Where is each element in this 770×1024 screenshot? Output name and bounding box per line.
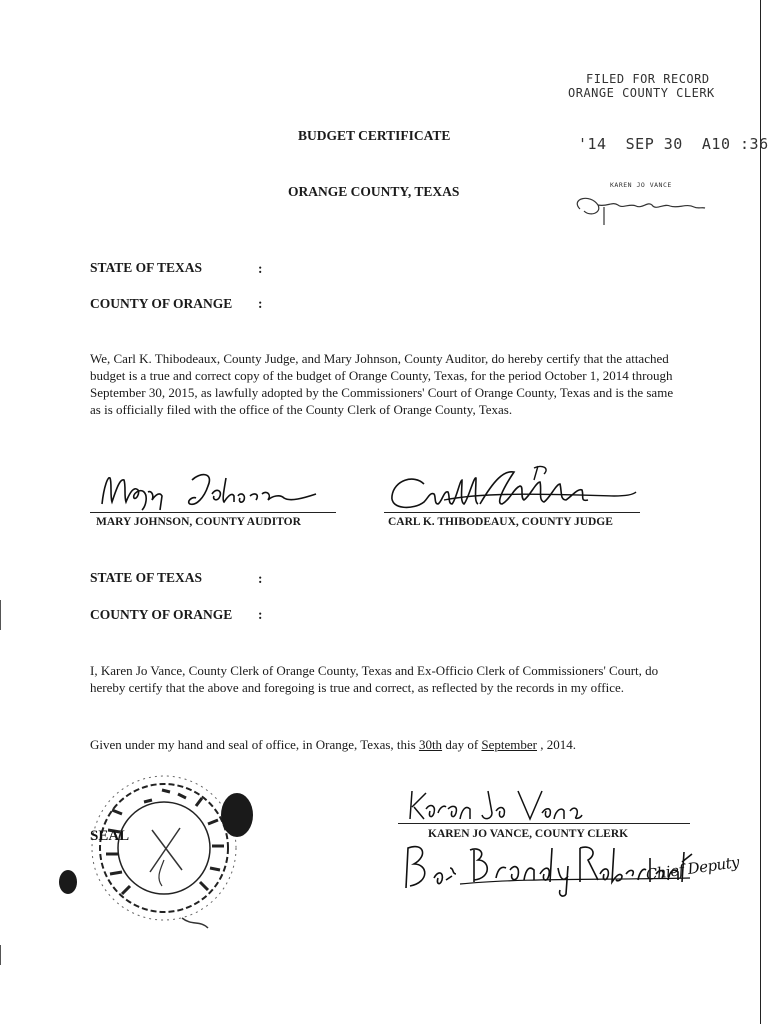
seal-center-label: SEAL (90, 828, 130, 844)
left-margin-mark-2 (0, 945, 1, 965)
state-colon-2: : (258, 571, 263, 586)
given-mid: day of (442, 737, 482, 752)
filing-stamp-signer: KAREN JO VANCE (610, 181, 672, 189)
karen-vance-signature (404, 785, 584, 825)
auditor-name-label: MARY JOHNSON, COUNTY AUDITOR (96, 516, 301, 528)
mary-johnson-signature (96, 466, 326, 516)
county-of-orange-1: COUNTY OF ORANGE (90, 296, 233, 311)
document-title: BUDGET CERTIFICATE (298, 128, 451, 143)
state-of-texas-1: STATE OF TEXAS (90, 260, 203, 275)
certification-paragraph-2: I, Karen Jo Vance, County Clerk of Orange County, Texas and Ex-Officio Clerk of Commissioners' Court, do hereby certify that the above and foregoing is true and correct, as reflected by the records in my office. (90, 663, 659, 695)
clerk-name-label: KAREN JO VANCE, COUNTY CLERK (428, 828, 629, 840)
state-colon-1: : (258, 261, 263, 276)
given-under-hand-line (90, 736, 576, 753)
county-of-orange-2: COUNTY OF ORANGE (90, 607, 233, 622)
filing-stamp-line2: ORANGE COUNTY CLERK (568, 86, 715, 100)
document-subtitle: ORANGE COUNTY, TEXAS (288, 184, 460, 199)
state-of-texas-2: STATE OF TEXAS (90, 570, 203, 585)
auditor-signature-line (90, 512, 336, 513)
county-colon-2: : (258, 607, 263, 622)
given-month: September (481, 737, 538, 752)
judge-signature-line (384, 512, 640, 513)
filing-stamp-line1: FILED FOR RECORD (586, 72, 710, 86)
given-suffix: , 2014. (537, 737, 577, 752)
filing-stamp-signature (560, 187, 710, 232)
county-colon-1: : (258, 296, 263, 311)
county-seal (52, 770, 262, 940)
given-prefix: Given under my hand and seal of office, in Orange, Texas, this (90, 737, 419, 752)
given-day: 30th (418, 737, 443, 752)
judge-name-label: CARL K. THIBODEAUX, COUNTY JUDGE (388, 516, 613, 528)
left-margin-mark (0, 600, 1, 630)
filing-stamp-date: '14 SEP 30 A10 :36 (578, 135, 769, 153)
clerk-signature-line (398, 823, 690, 824)
deputy-title-handwritten: Chief Deputy (644, 853, 741, 884)
carl-thibodeaux-signature (384, 460, 644, 518)
certification-paragraph-1: We, Carl K. Thibodeaux, County Judge, and Mary Johnson, County Auditor, do hereby certify that the attached budget is a true and correct copy of the budget of Orange County, Texas, for the period October 1, 2014 through September 30, 2015, as lawfully adopted by the Commissioners' Court of Orange County, Texas and is the same as is officially filed with the office of the County Clerk of Orange County, Texas. (90, 351, 674, 417)
